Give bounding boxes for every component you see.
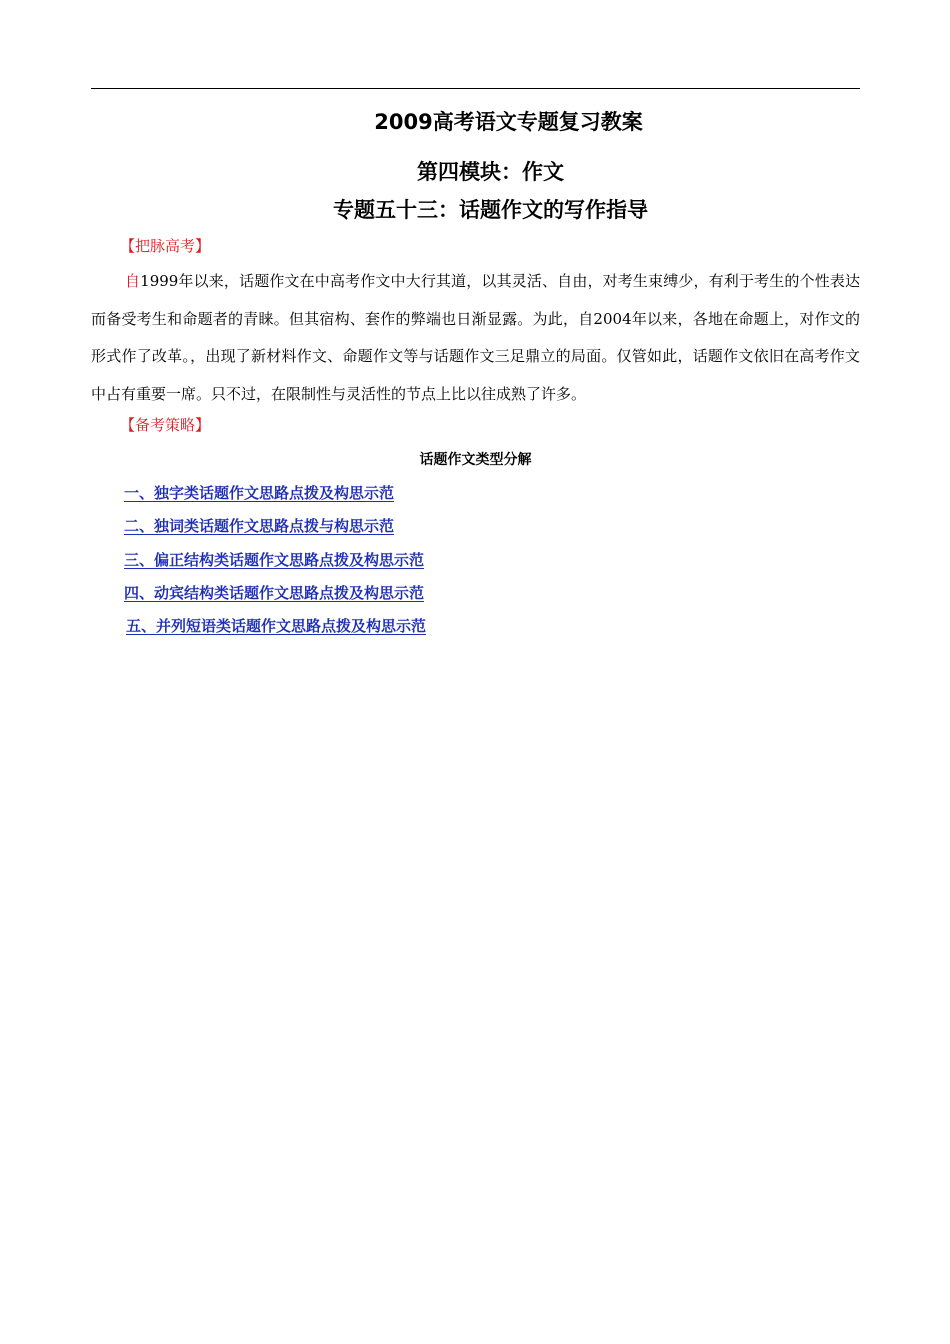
toc-link-single-char[interactable]: 一、独字类话题作文思路点拨及构思示范 [124, 484, 395, 502]
section-heading-strategy: 【备考策略】 [120, 416, 211, 434]
topic-title: 专题五十三：话题作文的写作指导 [333, 198, 648, 222]
intro-body: 1999年以来，话题作文在中高考作文中大行其道，以其灵活、自由，对考生束缚少，有利于考生的个性表达而备受考生和命题者的青睐。但其宿构、套作的弊端也日渐显露。为此，自2004年以来，各地在命题上，对作文的形式作了改革。，出现了新材料作文、命题作文等与话题作文三足鼎立的局面。仅管如此，话题作文依旧在高考作文中占有重要一席。只不过，在限制性与灵活性的节点上比以往成熟了许多。 [91, 272, 860, 403]
toc-item [124, 614, 426, 647]
toc-item [124, 514, 426, 547]
intro-paragraph [91, 263, 860, 413]
header-rule [91, 88, 860, 89]
toc-link-parallel-phrase[interactable]: 五、并列短语类话题作文思路点拨及构思示范 [126, 617, 427, 636]
toc-link-verb-object-structure[interactable]: 四、动宾结构类话题作文思路点拨及构思示范 [124, 583, 425, 602]
intro-lead-char: 自 [125, 272, 141, 290]
types-subheading: 话题作文类型分解 [419, 452, 532, 468]
toc-item [124, 548, 426, 581]
toc-item [124, 481, 426, 514]
toc-list [124, 481, 426, 647]
section-heading-pulse: 【把脉高考】 [120, 237, 211, 255]
toc-item [124, 581, 426, 614]
toc-link-modifier-structure[interactable]: 三、偏正结构类话题作文思路点拨及构思示范 [124, 550, 425, 569]
module-title: 第四模块：作文 [417, 160, 564, 184]
toc-link-single-word[interactable]: 二、独词类话题作文思路点拨与构思示范 [124, 517, 395, 536]
document-title: 2009高考语文专题复习教案 [374, 110, 643, 134]
